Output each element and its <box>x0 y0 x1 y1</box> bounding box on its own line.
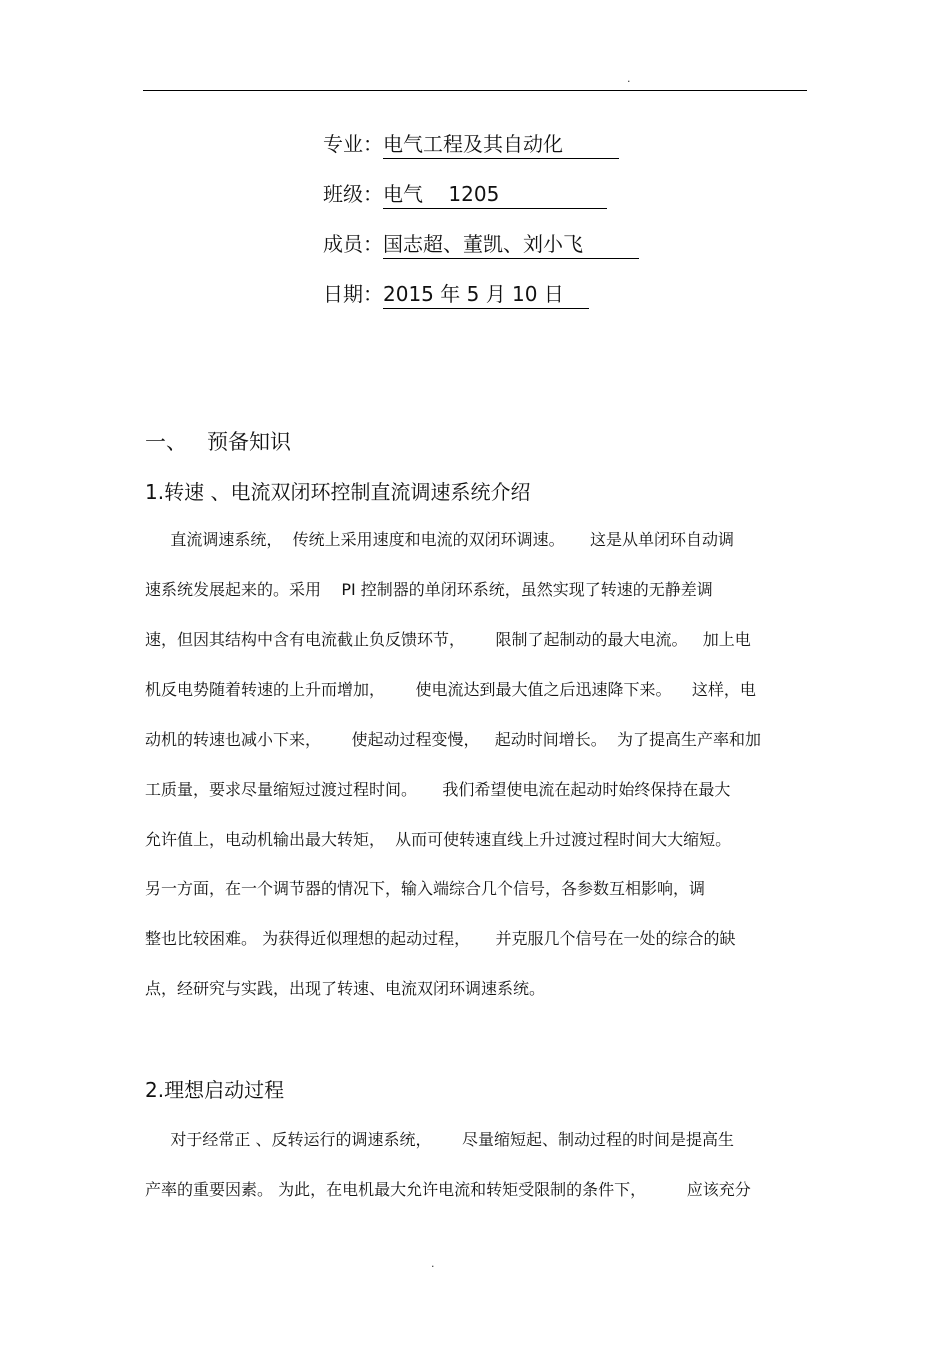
info-major-label: 专业： <box>323 132 383 156</box>
paragraph-line: 速系统发展起来的。采用 PI 控制器的单闭环系统，虽然实现了转速的无静差调 <box>145 580 713 599</box>
info-class-value: 电气 1205 <box>383 180 607 209</box>
footer-dot: . <box>431 1257 435 1270</box>
subsection-heading-2: 2.理想启动过程 <box>145 1078 285 1102</box>
paragraph-line: 另一方面，在一个调节器的情况下，输入端综合几个信号，各参数互相影响，调 <box>145 879 706 898</box>
paragraph-line: 动机的转速也减小下来， 使起动过程变慢， 起动时间增长。 为了提高生产率和加 <box>145 730 761 749</box>
paragraph-line: 对于经常正 、反转运行的调速系统， 尽量缩短起、制动过程的时间是提高生 <box>145 1130 735 1149</box>
paragraph-line: 工质量，要求尽量缩短过渡过程时间。 我们希望使电流在起动时始终保持在最大 <box>145 780 731 799</box>
info-members-value: 国志超、董凯、刘小飞 <box>383 230 639 259</box>
paragraph-line: 允许值上，电动机输出最大转矩， 从而可使转速直线上升过渡过程时间大大缩短。 <box>145 830 732 849</box>
paragraph-line: 整也比较困难。 为获得近似理想的起动过程， 并克服几个信号在一处的综合的缺 <box>145 929 736 948</box>
paragraph-line: 产率的重要因素。 为此，在电机最大允许电流和转矩受限制的条件下， 应该充分 <box>145 1180 751 1199</box>
header-rule <box>143 90 807 91</box>
info-members-label: 成员： <box>323 232 383 256</box>
info-date-label: 日期： <box>323 282 383 306</box>
header-dot: . <box>627 72 631 85</box>
section-heading: 一、 预备知识 <box>145 430 292 454</box>
info-date <box>323 280 589 309</box>
info-date-value: 2015 年 5 月 10 日 <box>383 280 589 309</box>
subsection-heading-1: 1.转速 、电流双闭环控制直流调速系统介绍 <box>145 480 531 504</box>
paragraph-line: 机反电势随着转速的上升而增加， 使电流达到最大值之后迅速降下来。 这样，电 <box>145 680 756 699</box>
paragraph-line: 点，经研究与实践，出现了转速、电流双闭环调速系统。 <box>145 979 546 998</box>
info-major <box>323 130 619 159</box>
paragraph-line: 速，但因其结构中含有电流截止负反馈环节， 限制了起制动的最大电流。 加上电 <box>145 630 751 649</box>
info-members <box>323 230 639 259</box>
info-class-label: 班级： <box>323 182 383 206</box>
paragraph-line: 直流调速系统， 传统上采用速度和电流的双闭环调速。 这是从单闭环自动调 <box>145 530 735 549</box>
info-class <box>323 180 607 209</box>
info-major-value: 电气工程及其自动化 <box>383 130 619 159</box>
